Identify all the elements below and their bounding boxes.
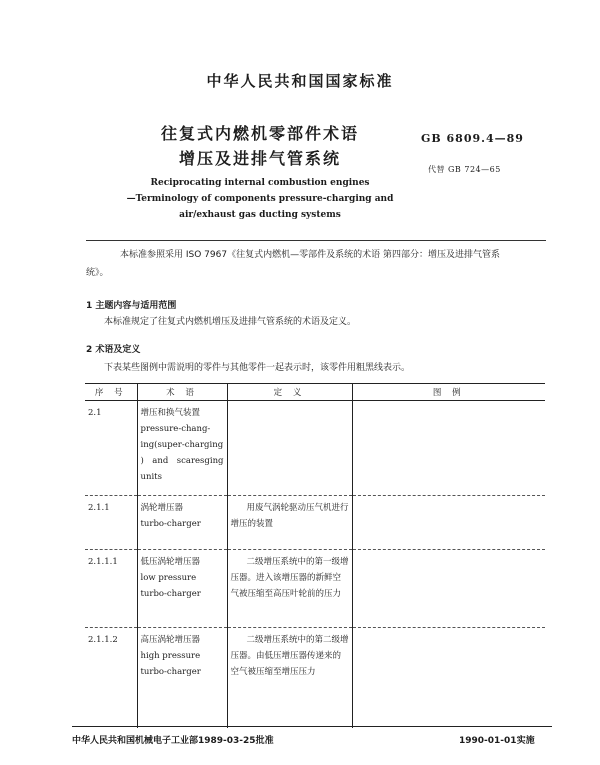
footer-divider — [72, 726, 552, 727]
intro-line1: 本标准参照采用 ISO 7967《往复式内燃机—零部件及系统的术语 第四部分：增压及进排气管系 — [120, 250, 500, 260]
row-number: 2.1.1 — [85, 496, 137, 550]
approval-statement: 中华人民共和国机械电子工业部1989-03-25批准 — [72, 736, 274, 746]
intro-line2: 统》。 — [86, 268, 109, 278]
row-term — [137, 628, 227, 728]
term-english: turbo-charger — [140, 519, 201, 529]
section1-text: 本标准规定了往复式内燃机增压及进排气管系统的术语及定义。 — [104, 317, 357, 327]
section2-heading: 2 术语及定义 — [86, 345, 141, 355]
row-illustration — [352, 550, 545, 628]
row-term — [137, 401, 227, 496]
header-term: 术 语 — [137, 384, 227, 401]
term-chinese: 低压涡轮增压器 — [140, 557, 201, 567]
english-title-line3: air/exhaust gas ducting systems — [179, 210, 341, 220]
document-title-line1: 往复式内燃机零部件术语 — [160, 124, 359, 143]
term-chinese: 增压和换气装置 — [140, 408, 201, 418]
english-title-line2: —Terminology of components pressure-charging and — [126, 194, 394, 204]
term-chinese: 高压涡轮增压器 — [140, 635, 201, 645]
row-number: 2.1.1.1 — [85, 550, 137, 628]
row-number: 2.1 — [85, 401, 137, 496]
document-title-line2: 增压及进排气管系统 — [178, 149, 341, 168]
table-row — [85, 496, 545, 550]
row-term — [137, 550, 227, 628]
row-definition: 用废气涡轮驱动压气机进行增压的装置 — [227, 496, 352, 550]
row-definition: 二级增压系统中的第一级增压器。进入该增压器的新鲜空气被压缩至高压叶轮前的压力 — [227, 550, 352, 628]
row-illustration — [352, 496, 545, 550]
table-row — [85, 550, 545, 628]
section1-heading: 1 主题内容与适用范围 — [86, 301, 177, 311]
english-title-line1: Reciprocating internal combustion engines — [150, 178, 370, 188]
section2-text: 下表某些图例中需说明的零件与其他零件一起表示时，该零件用粗黑线表示。 — [104, 363, 411, 373]
table-row — [85, 628, 545, 728]
header-definition: 定 义 — [227, 384, 352, 401]
row-definition: 二级增压系统中的第二级增压器。由低压增压器传递来的空气被压缩至增压压力 — [227, 628, 352, 728]
row-definition — [227, 401, 352, 496]
table-header-row — [85, 384, 545, 401]
terms-table — [85, 384, 545, 728]
term-english: pressure-chang-ing(super-charging ) and scaresging units — [140, 424, 224, 482]
header-divider — [86, 240, 546, 241]
term-english: low pressure turbo-charger — [140, 573, 201, 599]
national-standard-heading: 中华人民共和国国家标准 — [206, 72, 394, 90]
row-term — [137, 496, 227, 550]
row-number: 2.1.1.2 — [88, 635, 118, 645]
replaces-standard: 代替 GB 724—65 — [428, 165, 501, 174]
header-illustration: 图 例 — [352, 384, 545, 401]
term-english: high pressure turbo-charger — [140, 651, 201, 677]
term-chinese: 涡轮增压器 — [140, 503, 184, 513]
effective-date: 1990-01-01实施 — [459, 736, 535, 746]
row-illustration — [352, 401, 545, 496]
row-illustration — [352, 628, 545, 728]
table-row — [85, 401, 545, 496]
standard-number: GB 6809.4—89 — [421, 132, 524, 145]
header-number: 序 号 — [85, 384, 137, 401]
